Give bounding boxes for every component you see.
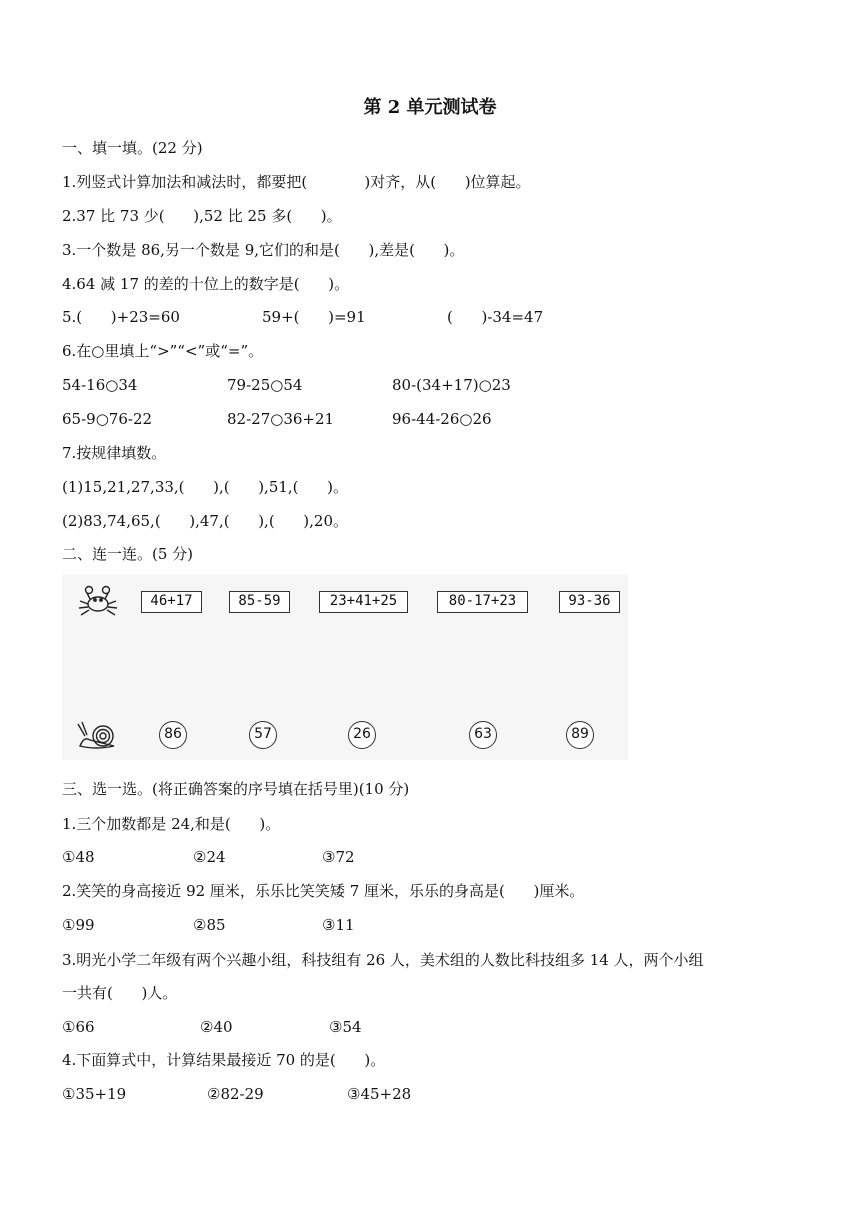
question-3-1: 1.三个加数都是 24,和是( )。 [62, 815, 281, 833]
question-1-7-2: (2)83,74,65,( ),47,( ),( ),20。 [62, 512, 348, 530]
expression-box[interactable]: 80-17+23 [437, 591, 528, 613]
compare-item: 79-25○54 [227, 376, 303, 394]
option: ②85 [193, 916, 226, 934]
question-3-2: 2.笑笑的身高接近 92 厘米，乐乐比笑笑矮 7 厘米，乐乐的身高是( )厘米。 [62, 882, 585, 900]
option: ①35+19 [62, 1085, 127, 1103]
compare-item: 96-44-26○26 [392, 410, 492, 428]
question-1-1: 1.列竖式计算加法和减法时，都要把( )对齐，从( )位算起。 [62, 173, 531, 191]
question-3-4: 4.下面算式中，计算结果最接近 70 的是( )。 [62, 1051, 386, 1069]
answer-circle[interactable]: 86 [159, 721, 187, 749]
section-3-heading: 三、选一选。(将正确答案的序号填在括号里)(10 分) [62, 780, 410, 798]
question-1-2: 2.37 比 73 少( ),52 比 25 多( )。 [62, 207, 342, 225]
compare-item: 82-27○36+21 [227, 410, 335, 428]
option: ③45+28 [347, 1085, 412, 1103]
question-3-3-cont: 一共有( )人。 [62, 984, 178, 1002]
page-title: 第 2 单元测试卷 [363, 97, 497, 118]
snail-icon [76, 718, 120, 752]
option: ②40 [200, 1018, 233, 1036]
answer-circle[interactable]: 57 [249, 721, 277, 749]
option: ①66 [62, 1018, 95, 1036]
option: ①99 [62, 916, 95, 934]
question-1-5c: ( )-34=47 [447, 308, 544, 326]
question-1-5a: 5.( )+23=60 [62, 308, 180, 326]
question-1-6: 6.在○里填上“>”“<”或“=”。 [62, 342, 264, 360]
option: ②24 [193, 848, 226, 866]
expression-box[interactable]: 85-59 [229, 591, 290, 613]
section-1-heading: 一、填一填。(22 分) [62, 139, 203, 157]
option: ①48 [62, 848, 95, 866]
expression-box[interactable]: 46+17 [141, 591, 202, 613]
question-1-5b: 59+( )=91 [262, 308, 366, 326]
expression-box[interactable]: 23+41+25 [319, 591, 408, 613]
question-1-7: 7.按规律填数。 [62, 444, 167, 462]
option: ③72 [322, 848, 355, 866]
option: ③54 [329, 1018, 362, 1036]
answer-circle[interactable]: 89 [566, 721, 594, 749]
answer-circle[interactable]: 26 [348, 721, 376, 749]
question-1-3: 3.一个数是 86,另一个数是 9,它们的和是( ),差是( )。 [62, 241, 465, 259]
question-1-4: 4.64 减 17 的差的十位上的数字是( )。 [62, 275, 350, 293]
option: ③11 [322, 916, 355, 934]
answer-circle[interactable]: 63 [469, 721, 497, 749]
crab-icon [76, 584, 120, 620]
option: ②82-29 [207, 1085, 264, 1103]
compare-item: 80-(34+17)○23 [392, 376, 511, 394]
question-1-7-1: (1)15,21,27,33,( ),( ),51,( )。 [62, 478, 348, 496]
section-2-heading: 二、连一连。(5 分) [62, 545, 194, 563]
question-3-3: 3.明光小学二年级有两个兴趣小组，科技组有 26 人，美术组的人数比科技组多 14 人，两个小组 [62, 951, 704, 969]
expression-box[interactable]: 93-36 [559, 591, 620, 613]
compare-item: 54-16○34 [62, 376, 138, 394]
compare-item: 65-9○76-22 [62, 410, 153, 428]
